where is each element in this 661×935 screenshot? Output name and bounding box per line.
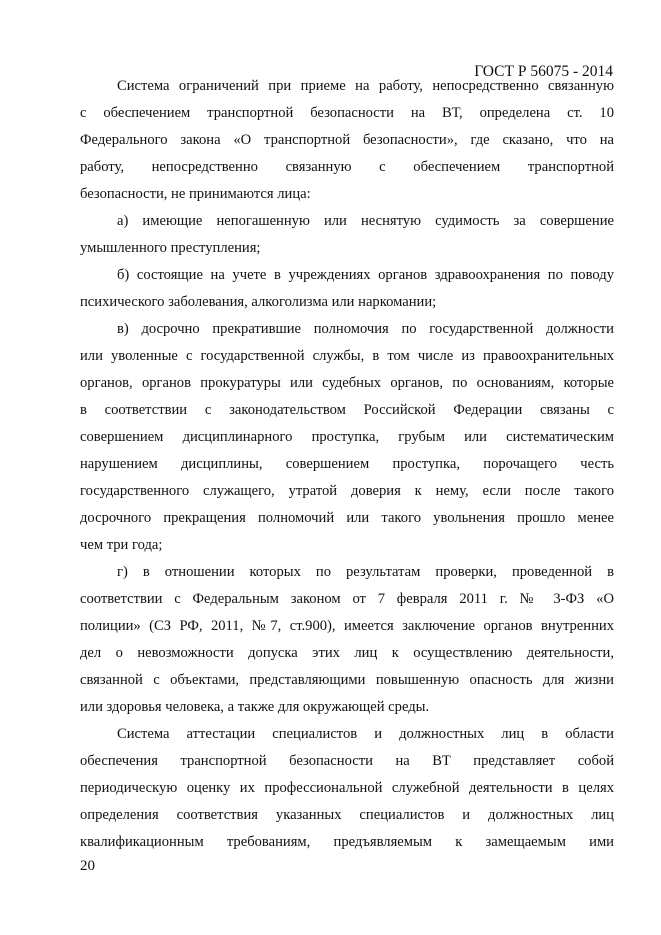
- text-line: досрочного прекращения полномочий или такого увольнения прошло менее: [80, 510, 614, 526]
- text-line: обеспечения транспортной безопасности на ВТ представляет собой: [80, 753, 614, 769]
- paragraph: [80, 73, 614, 208]
- text-line: совершением дисциплинарного проступка, грубым или систематическим: [80, 429, 614, 445]
- paragraph: [80, 559, 614, 721]
- paragraph: [80, 208, 614, 262]
- text-line: а) имеющие непогашенную или неснятую судимость за совершение: [117, 213, 614, 229]
- text-line: или уволенные с государственной службы, в том числе из правоохранительных: [80, 348, 614, 364]
- text-line: органов, органов прокуратуры или судебных органов, по основаниям, которые: [80, 375, 614, 391]
- text-line: г) в отношении которых по результатам проверки, проведенной в: [117, 564, 614, 580]
- paragraph: [80, 316, 614, 559]
- text-line: дел о невозможности допуска этих лиц к осуществлению деятельности,: [80, 645, 614, 661]
- text-line: полиции» (СЗ РФ, 2011, №7, ст.900), имеется заключение органов внутренних: [80, 618, 614, 634]
- text-line: чем три года;: [80, 537, 163, 553]
- text-line: или здоровья человека, а также для окружающей среды.: [80, 699, 430, 715]
- text-line: Федерального закона «О транспортной безопасности», где сказано, что на: [80, 132, 614, 148]
- text-line: Система аттестации специалистов и должностных лиц в области: [117, 726, 614, 742]
- text-line: б) состоящие на учете в учреждениях органов здравоохранения по поводу: [117, 267, 614, 283]
- text-line: безопасности, не принимаются лица:: [80, 186, 311, 202]
- document-code: ГОСТ Р 56075 - 2014: [474, 63, 613, 80]
- paragraph: [80, 262, 614, 316]
- text-line: связанной с объектами, представляющими повышенную опасность для жизни: [80, 672, 614, 688]
- text-line: умышленного преступления;: [80, 240, 261, 256]
- document-body: [80, 73, 614, 856]
- text-line: государственного служащего, утратой доверия к нему, если после такого: [80, 483, 614, 499]
- text-line: нарушением дисциплины, совершением проступка, порочащего честь: [80, 456, 614, 472]
- text-line: соответствии с Федеральным законом от 7 февраля 2011 г. № 3-ФЗ «О: [80, 591, 614, 607]
- page-number: 20: [80, 858, 95, 874]
- paragraph: [80, 721, 614, 856]
- text-line: работу, непосредственно связанную с обеспечением транспортной: [80, 159, 614, 175]
- text-line: в) досрочно прекратившие полномочия по государственной должности: [117, 321, 614, 337]
- text-line: с обеспечением транспортной безопасности на ВТ, определена ст. 10: [80, 105, 614, 121]
- text-line: психического заболевания, алкоголизма или наркомании;: [80, 294, 437, 310]
- text-line: квалификационным требованиям, предъявляемым к замещаемым ими: [80, 834, 614, 850]
- text-line: определения соответствия указанных специалистов и должностных лиц: [80, 807, 614, 823]
- text-line: периодическую оценку их профессиональной служебной деятельности в целях: [80, 780, 614, 796]
- text-line: в соответствии с законодательством Российской Федерации связаны с: [80, 402, 614, 418]
- text-line: Система ограничений при приеме на работу, непосредственно связанную: [117, 78, 614, 94]
